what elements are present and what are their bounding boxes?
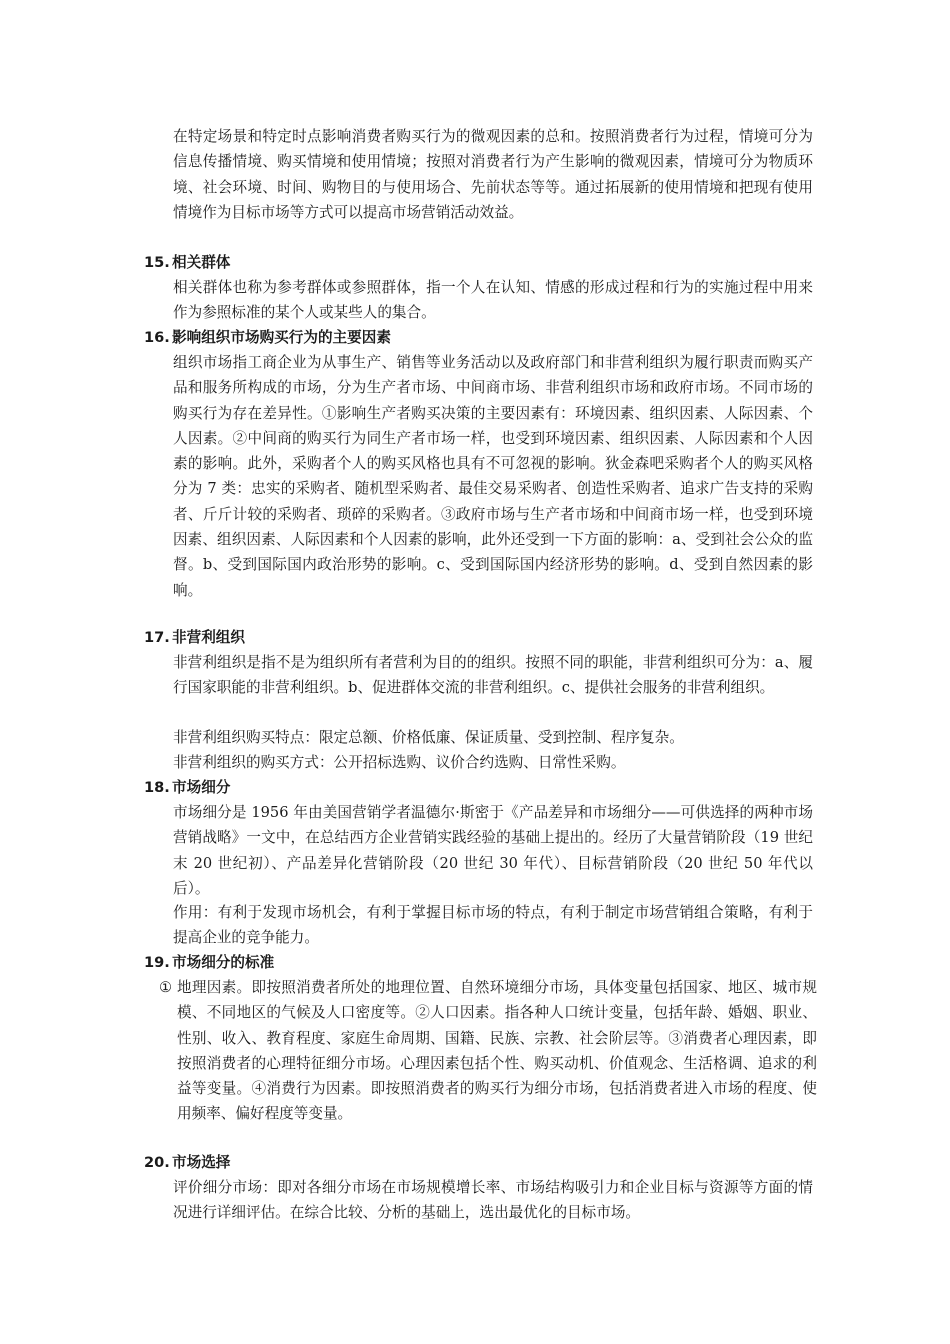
- section-title: 相关群体: [172, 254, 231, 271]
- section-number: 18.: [144, 779, 170, 796]
- section-20-paragraph: 评价细分市场：即对各细分市场在市场规模增长率、市场结构吸引力和企业目标与资源等方面的情况进行详细评估。在综合比较、分析的基础上，选出最优化的目标市场。: [173, 1179, 813, 1222]
- section-number: 17.: [144, 629, 170, 646]
- section-heading-20: [144, 1150, 230, 1175]
- section-15-paragraph: 相关群体也称为参考群体或参照群体，指一个人在认知、情感的形成过程和行为的实施过程中用来作为参照标准的某个人或某些人的集合。: [173, 279, 813, 322]
- intro-paragraph: 在特定场景和特定时点影响消费者购买行为的微观因素的总和。按照消费者行为过程，情境可分为信息传播情境、购买情境和使用情境；按照对消费者行为产生影响的微观因素，情境可分为物质环境、社会环境、时间、购物目的与使用场合、先前状态等等。通过拓展新的使用情境和把现有使用情境作为目标市场等方式可以提高市场营销活动效益。: [173, 128, 813, 221]
- section-heading-18: [144, 775, 230, 800]
- section-heading-19: [144, 950, 274, 975]
- section-heading-15: [144, 250, 230, 275]
- section-title: 影响组织市场购买行为的主要因素: [172, 329, 391, 346]
- section-17-paragraph-2: 非营利组织购买特点：限定总额、价格低廉、保证质量、受到控制、程序复杂。: [173, 729, 684, 746]
- section-18-paragraph-1: 市场细分是 1956 年由美国营销学者温德尔·斯密于《产品差异和市场细分——可供选择的两种市场营销战略》一文中，在总结西方企业营销实践经验的基础上提出的。经历了大量营销阶段（19 世纪末 20 世纪初）、产品差异化营销阶段（20 世纪 30 年代）、目标营销阶段（20 世纪 50 年代以后）。: [173, 804, 813, 897]
- section-title: 市场细分的标准: [172, 954, 275, 971]
- section-heading-17: [144, 625, 245, 650]
- section-17-paragraph-1: 非营利组织是指不是为组织所有者营利为目的的组织。按照不同的职能，非营利组织可分为：a、履行国家职能的非营利组织。b、促进群体交流的非营利组织。c、提供社会服务的非营利组织。: [173, 654, 813, 697]
- section-title: 市场细分: [172, 779, 231, 796]
- section-17-paragraph-3: 非营利组织的购买方式：公开招标选购、议价合约选购、日常性采购。: [173, 754, 626, 771]
- section-number: 20.: [144, 1154, 170, 1171]
- section-19-paragraph: 地理因素。即按照消费者所处的地理位置、自然环境细分市场，具体变量包括国家、地区、城市规模、不同地区的气候及人口密度等。②人口因素。指各种人口统计变量，包括年龄、婚姻、职业、性别、收入、教育程度、家庭生命周期、国籍、民族、宗教、社会阶层等。③消费者心理因素，即按照消费者的心理特征细分市场。心理因素包括个性、购买动机、价值观念、生活格调、追求的利益等变量。④消费行为因素。即按照消费者的购买行为细分市场，包括消费者进入市场的程度、使用频率、偏好程度等变量。: [177, 979, 817, 1123]
- section-18-paragraph-2: 作用：有利于发现市场机会，有利于掌握目标市场的特点，有利于制定市场营销组合策略，有利于提高企业的竞争能力。: [173, 904, 813, 947]
- section-title: 市场选择: [172, 1154, 231, 1171]
- section-number: 19.: [144, 954, 170, 971]
- section-title: 非营利组织: [172, 629, 245, 646]
- section-16-paragraph: 组织市场指工商企业为从事生产、销售等业务活动以及政府部门和非营利组织为履行职责而购买产品和服务所构成的市场，分为生产者市场、中间商市场、非营利组织市场和政府市场。不同市场的购买行为存在差异性。①影响生产者购买决策的主要因素有：环境因素、组织因素、人际因素、个人因素。②中间商的购买行为同生产者市场一样，也受到环境因素、组织因素、人际因素和个人因素的影响。此外，采购者个人的购买风格也具有不可忽视的影响。狄金森吧采购者个人的购买风格分为 7 类：忠实的采购者、随机型采购者、最佳交易采购者、创造性采购者、追求广告支持的采购者、斤斤计较的采购者、琐碎的采购者。③政府市场与生产者市场和中间商市场一样，也受到环境因素、组织因素、人际因素和个人因素的影响，此外还受到一下方面的影响：a、受到社会公众的监督。b、受到国际国内政治形势的影响。c、受到国际国内经济形势的影响。d、受到自然因素的影响。: [173, 354, 813, 599]
- section-number: 15.: [144, 254, 170, 271]
- section-heading-16: [144, 325, 391, 350]
- section-number: 16.: [144, 329, 170, 346]
- list-marker: ①: [159, 979, 173, 996]
